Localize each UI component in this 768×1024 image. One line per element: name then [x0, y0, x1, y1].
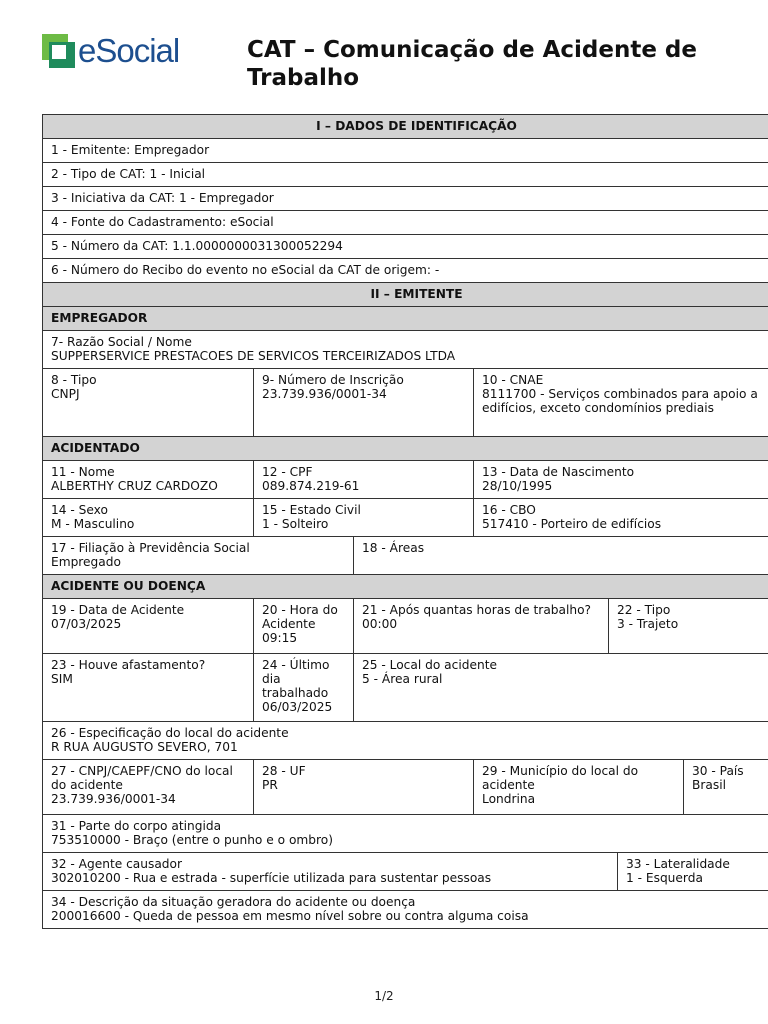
apos-horas-label: 21 - Após quantas horas de trabalho? [362, 603, 592, 617]
inscricao-value: 23.739.936/0001-34 [262, 387, 387, 401]
subsection-acidentado: ACIDENTADO [43, 437, 768, 461]
field-afastamento [43, 654, 254, 722]
nome-label: 11 - Nome [51, 465, 115, 479]
field-hora-acidente [254, 599, 354, 654]
cnae-label: 10 - CNAE [482, 373, 544, 387]
uf-value: PR [262, 778, 278, 792]
razao-social-value: SUPPERSERVICE PRESTACOES DE SERVICOS TERCEIRIZADOS LTDA [51, 349, 456, 363]
field-municipio [474, 760, 684, 815]
razao-social-label: 7- Razão Social / Nome [51, 335, 192, 349]
page-title: CAT – Comunicação de Acidente de Trabalho [247, 37, 697, 91]
field-data-nascimento [474, 461, 768, 499]
field-razao-social [43, 331, 768, 369]
estado-civil-value: 1 - Solteiro [262, 517, 329, 531]
esocial-logo [42, 33, 179, 69]
nome-value: ALBERTHY CRUZ CARDOZO [51, 479, 218, 493]
field-data-acidente [43, 599, 254, 654]
field-numero-recibo: 6 - Número do Recibo do evento no eSocial da CAT de origem: - [43, 259, 768, 283]
field-cnae [474, 369, 768, 437]
field-ultimo-dia [254, 654, 354, 722]
field-fonte-cadastramento: 4 - Fonte do Cadastramento: eSocial [43, 211, 768, 235]
tipo-value: CNPJ [51, 387, 80, 401]
field-nome [43, 461, 254, 499]
cnpj-local-value: 23.739.936/0001-34 [51, 792, 176, 806]
field-local-acidente [354, 654, 768, 722]
filiacao-value: Empregado [51, 555, 121, 569]
field-agente-causador [43, 853, 618, 891]
subsection-acidente-doenca: ACIDENTE OU DOENÇA [43, 575, 768, 599]
areas-label: 18 - Áreas [362, 541, 425, 555]
field-estado-civil [254, 499, 474, 537]
afastamento-value: SIM [51, 672, 73, 686]
field-areas [354, 537, 768, 575]
ultimo-dia-value: 06/03/2025 [262, 700, 333, 714]
cpf-value: 089.874.219-61 [262, 479, 360, 493]
data-acidente-label: 19 - Data de Acidente [51, 603, 185, 617]
sexo-value: M - Masculino [51, 517, 135, 531]
afastamento-label: 23 - Houve afastamento? [51, 658, 206, 672]
field-cpf [254, 461, 474, 499]
section-dados-identificacao: I – DADOS DE IDENTIFICAÇÃO [43, 115, 768, 139]
field-tipo-acidente [609, 599, 768, 654]
field-descricao-situacao [43, 891, 768, 929]
cat-form-table [42, 114, 768, 929]
field-sexo [43, 499, 254, 537]
tipo-acidente-value: 3 - Trajeto [617, 617, 679, 631]
local-label: 25 - Local do acidente [362, 658, 497, 672]
descricao-value: 200016600 - Queda de pessoa em mesmo nível sobre ou contra alguma coisa [51, 909, 529, 923]
cbo-value: 517410 - Porteiro de edifícios [482, 517, 662, 531]
apos-horas-value: 00:00 [362, 617, 398, 631]
parte-corpo-value: 753510000 - Braço (entre o punho e o ombro) [51, 833, 333, 847]
pais-value: Brasil [692, 778, 726, 792]
section-emitente: II – EMITENTE [43, 283, 768, 307]
lateralidade-label: 33 - Lateralidade [626, 857, 730, 871]
field-iniciativa-cat: 3 - Iniciativa da CAT: 1 - Empregador [43, 187, 768, 211]
nascimento-label: 13 - Data de Nascimento [482, 465, 635, 479]
field-lateralidade [618, 853, 768, 891]
tipo-acidente-label: 22 - Tipo [617, 603, 671, 617]
field-apos-horas [354, 599, 609, 654]
inscricao-label: 9- Número de Inscrição [262, 373, 404, 387]
especificacao-value: R RUA AUGUSTO SEVERO, 701 [51, 740, 238, 754]
parte-corpo-label: 31 - Parte do corpo atingida [51, 819, 222, 833]
municipio-label: 29 - Município do local do acidente [482, 764, 639, 792]
estado-civil-label: 15 - Estado Civil [262, 503, 361, 517]
field-cbo [474, 499, 768, 537]
esocial-logo-icon [42, 34, 76, 68]
pais-label: 30 - País [692, 764, 744, 778]
agente-label: 32 - Agente causador [51, 857, 183, 871]
field-tipo-cat: 2 - Tipo de CAT: 1 - Inicial [43, 163, 768, 187]
tipo-label: 8 - Tipo [51, 373, 97, 387]
hora-label: 20 - Hora do Acidente [262, 603, 338, 631]
sexo-label: 14 - Sexo [51, 503, 108, 517]
local-value: 5 - Área rural [362, 672, 443, 686]
uf-label: 28 - UF [262, 764, 306, 778]
especificacao-label: 26 - Especificação do local do acidente [51, 726, 289, 740]
field-numero-cat: 5 - Número da CAT: 1.1.0000000031300052294 [43, 235, 768, 259]
field-parte-corpo [43, 815, 768, 853]
cbo-label: 16 - CBO [482, 503, 536, 517]
page-number: 1/2 [374, 989, 394, 1003]
field-uf [254, 760, 474, 815]
cnpj-local-label: 27 - CNPJ/CAEPF/CNO do local do acidente [51, 764, 233, 792]
lateralidade-value: 1 - Esquerda [626, 871, 703, 885]
field-pais [684, 760, 768, 815]
cnae-value: 8111700 - Serviços combinados para apoio a edifícios, exceto condomínios prediais [482, 387, 758, 415]
field-filiacao [43, 537, 354, 575]
nascimento-value: 28/10/1995 [482, 479, 553, 493]
agente-value: 302010200 - Rua e estrada - superfície utilizada para sustentar pessoas [51, 871, 492, 885]
hora-value: 09:15 [262, 631, 298, 645]
field-especificacao-local [43, 722, 768, 760]
field-numero-inscricao [254, 369, 474, 437]
filiacao-label: 17 - Filiação à Previdência Social [51, 541, 250, 555]
data-acidente-value: 07/03/2025 [51, 617, 122, 631]
cpf-label: 12 - CPF [262, 465, 313, 479]
subsection-empregador: EMPREGADOR [43, 307, 768, 331]
municipio-value: Londrina [482, 792, 536, 806]
field-tipo-inscricao [43, 369, 254, 437]
ultimo-dia-label: 24 - Último dia trabalhado [262, 658, 330, 700]
descricao-label: 34 - Descrição da situação geradora do acidente ou doença [51, 895, 416, 909]
field-emitente: 1 - Emitente: Empregador [43, 139, 768, 163]
logo-text: eSocial [78, 32, 180, 69]
field-cnpj-local [43, 760, 254, 815]
